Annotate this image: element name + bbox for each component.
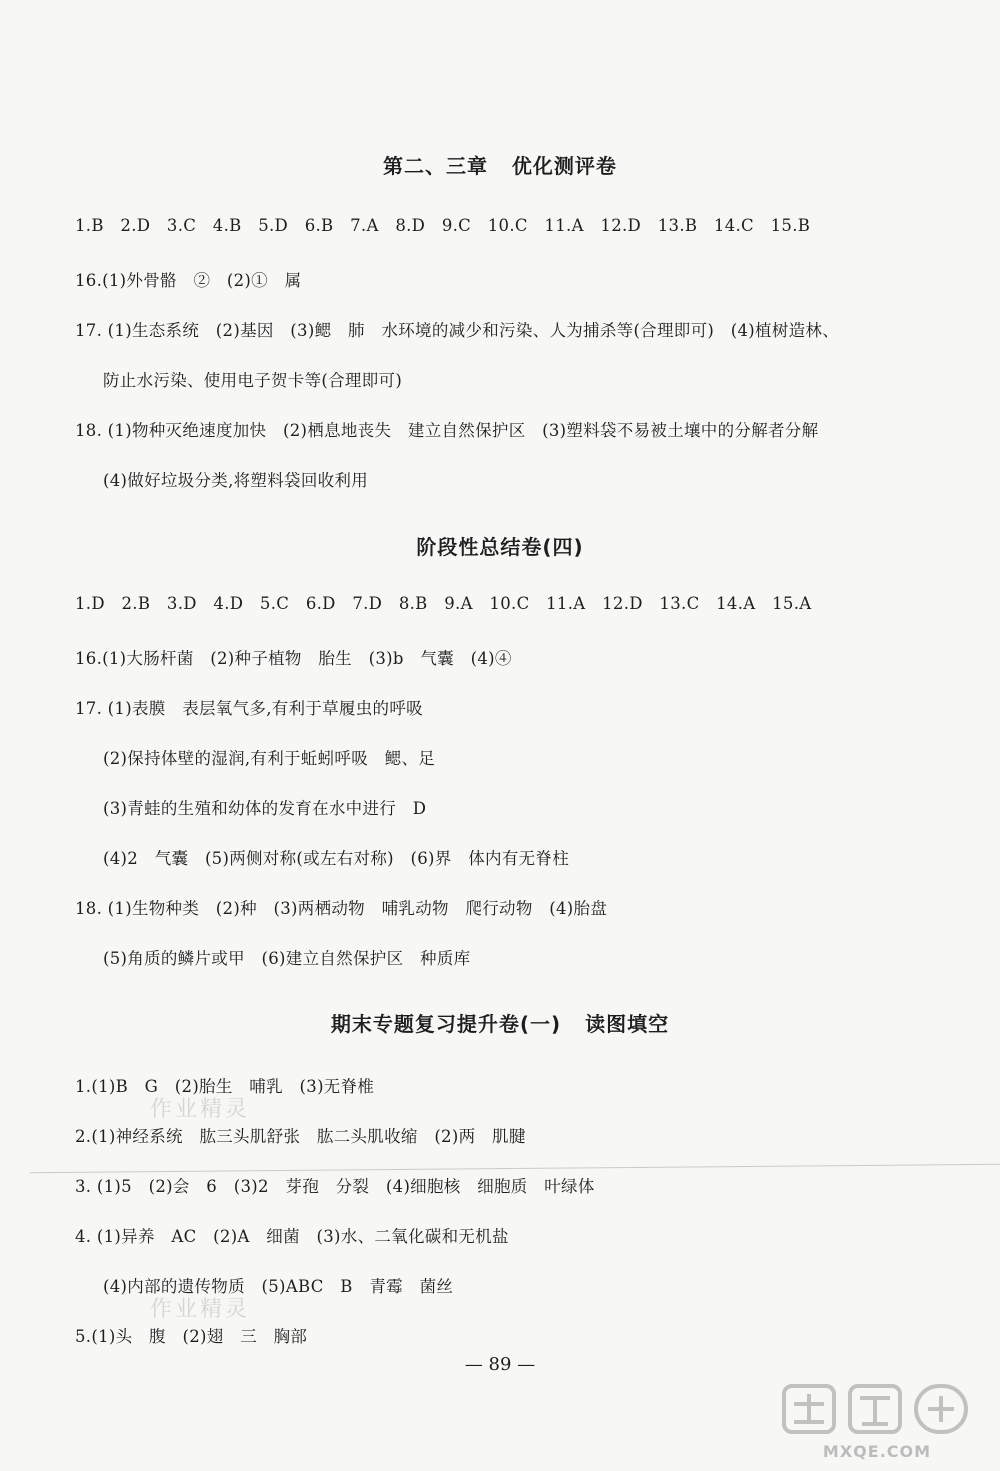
answer-line: 1.(1)B G (2)胎生 哺乳 (3)无脊椎 — [75, 1077, 375, 1096]
answer-line: 17. (1)表膜 表层氧气多,有利于草履虫的呼吸 — [75, 699, 423, 718]
page-crease-line — [30, 1164, 1000, 1173]
answer-line: 18. (1)物种灭绝速度加快 (2)栖息地丧失 建立自然保护区 (3)塑料袋不易被土壤中的分解者分解 — [75, 421, 819, 440]
answer-line: (2)保持体壁的湿润,有利于蚯蚓呼吸 鳃、足 — [103, 749, 436, 768]
answer-line: 18. (1)生物种类 (2)种 (3)两栖动物 哺乳动物 爬行动物 (4)胎盘 — [75, 899, 608, 918]
answer-line: 4. (1)异养 AC (2)A 细菌 (3)水、二氧化碳和无机盐 — [75, 1227, 509, 1246]
section-title-final-review-1: 期末专题复习提升卷(一) 读图填空 — [330, 1012, 670, 1036]
site-logo — [772, 1376, 982, 1461]
answer-line: (4)做好垃圾分类,将塑料袋回收利用 — [103, 471, 369, 490]
answer-line: (4)内部的遗传物质 (5)ABC B 青霉 菌丝 — [103, 1277, 454, 1296]
page-number: — 89 — — [464, 1354, 536, 1375]
site-logo-text: MXQE.COM — [822, 1442, 932, 1461]
section-title-chapters-2-3: 第二、三章 优化测评卷 — [383, 154, 617, 178]
answer-line: 2.(1)神经系统 肱三头肌舒张 肱二头肌收缩 (2)两 肌腱 — [75, 1127, 526, 1146]
answer-line: 1.D 2.B 3.D 4.D 5.C 6.D 7.D 8.B 9.A 10.C 11.A 12.D 13.C 14.A 15.A — [75, 594, 812, 613]
section-title-stage-summary-4: 阶段性总结卷(四) — [416, 535, 584, 559]
watermark: 作业精灵 — [150, 1297, 251, 1322]
answer-line: (5)角质的鳞片或甲 (6)建立自然保护区 种质库 — [103, 949, 471, 968]
answer-line: (4)2 气囊 (5)两侧对称(或左右对称) (6)界 体内有无脊柱 — [103, 849, 570, 868]
answer-line: (3)青蛙的生殖和幼体的发育在水中进行 D — [103, 799, 427, 818]
answer-line: 1.B 2.D 3.C 4.B 5.D 6.B 7.A 8.D 9.C 10.C 11.A 12.D 13.B 14.C 15.B — [75, 216, 811, 235]
answer-line: 16.(1)大肠杆菌 (2)种子植物 胎生 (3)b 气囊 (4)④ — [75, 649, 512, 668]
answer-line: 3. (1)5 (2)会 6 (3)2 芽孢 分裂 (4)细胞核 细胞质 叶绿体 — [75, 1177, 595, 1196]
answer-line: 防止水污染、使用电子贺卡等(合理即可) — [103, 371, 403, 390]
answer-line: 16.(1)外骨骼 ② (2)① 属 — [75, 271, 302, 290]
answer-line: 5.(1)头 腹 (2)翅 三 胸部 — [75, 1327, 308, 1346]
answer-logo-icon — [772, 1376, 982, 1446]
watermark: 作业精灵 — [150, 1097, 251, 1122]
answer-line: 17. (1)生态系统 (2)基因 (3)鳃 肺 水环境的减少和污染、人为捕杀等(合理即可) (4)植树造林、 — [75, 321, 840, 340]
